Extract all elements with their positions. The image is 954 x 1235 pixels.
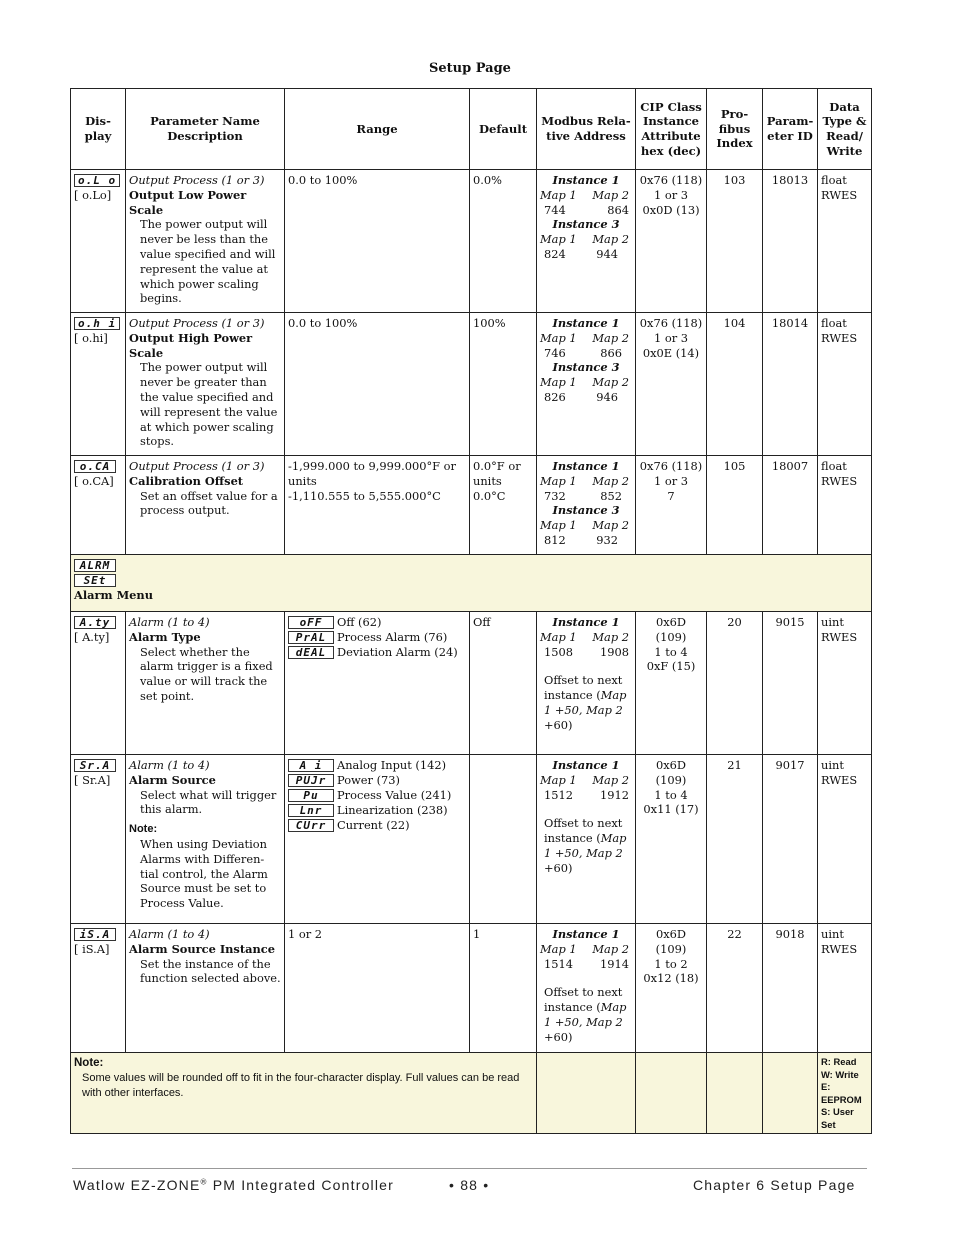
default-value: 0.0% <box>470 170 537 313</box>
cip-class: 0x6D (109) <box>655 615 687 644</box>
header-modbus: Modbus Rela- tive Address <box>537 89 636 170</box>
cip-attribute: 7 <box>667 488 675 503</box>
map-label: Map 2 <box>592 187 629 202</box>
modbus-instance-label: Instance 3 <box>552 360 620 375</box>
modbus-address: 1508 <box>544 644 573 659</box>
modbus-address: 1908 <box>600 644 629 659</box>
footer-product: Watlow EZ-ZONE® PM Integrated Controller <box>73 1177 395 1193</box>
default-value: 0.0°F or units 0.0°C <box>470 456 537 555</box>
default-value: Off <box>470 612 537 755</box>
modbus-instance-label: Instance 1 <box>552 459 620 473</box>
param-description: Select what will trigger this alarm. <box>140 787 277 817</box>
range-option: Current (22) <box>337 818 410 832</box>
modbus-instance-label: Instance 1 <box>552 615 620 629</box>
cip-instance: 1 or 3 <box>653 187 689 202</box>
data-type: float <box>821 316 847 330</box>
range-value: -1,999.000 to 9,999.000°F or units <box>288 459 456 488</box>
modbus-address: 826 <box>544 389 566 404</box>
profibus-index: 20 <box>707 612 763 755</box>
lcd-option-icon: PrAL <box>288 631 334 644</box>
modbus-address: 1914 <box>600 956 629 971</box>
param-context: Output Process (1 or 3) <box>129 173 265 187</box>
cip-attribute: 0xF (15) <box>646 659 696 674</box>
range-option: Power (73) <box>337 773 400 787</box>
modbus-instance-label: Instance 1 <box>552 927 620 941</box>
range-option: Analog Input (142) <box>337 758 447 772</box>
map-label: Map 2 <box>592 473 629 488</box>
header-display: Dis- play <box>71 89 126 170</box>
lcd-display-icon: o.CA <box>74 460 116 473</box>
parameter-id: 9015 <box>763 612 818 755</box>
header-parameter: Parameter Name Description <box>126 89 285 170</box>
lcd-display-icon: o.L o <box>74 174 120 187</box>
cip-instance: 1 to 4 <box>654 644 688 659</box>
modbus-address: 866 <box>600 345 622 360</box>
cip-class: 0x6D (109) <box>655 927 687 956</box>
parameter-table <box>70 88 872 1134</box>
cip-class: 0x76 (118) <box>639 459 703 473</box>
range-option: Linearization (238) <box>337 803 448 817</box>
data-type: uint <box>821 758 844 772</box>
footer-divider <box>72 1168 867 1169</box>
map-label: Map 2 <box>592 629 629 644</box>
table-row <box>71 313 872 456</box>
cip-attribute: 0x11 (17) <box>643 802 699 817</box>
data-type: uint <box>821 615 844 629</box>
modbus-instance-label: Instance 3 <box>552 217 620 232</box>
cip-class: 0x76 (118) <box>639 316 703 330</box>
map-label: Map 1 <box>540 772 577 787</box>
param-context: Alarm (1 to 4) <box>129 758 210 772</box>
modbus-address: 824 <box>544 246 566 261</box>
lcd-option-icon: Pu <box>288 789 334 802</box>
param-name: Calibration Offset <box>129 473 244 488</box>
read-write: RWES <box>821 330 858 345</box>
map-label: Map 1 <box>540 518 577 533</box>
modbus-offset-note: Offset to next instance (Map 1 +50, Map 2 +60) <box>544 816 627 875</box>
range-option: Process Alarm (76) <box>337 630 448 644</box>
range-value: -1,110.555 to 5,555.000°C <box>288 488 441 503</box>
param-description: Select whether the alarm trigger is a fixed value or will track the set point. <box>140 644 273 703</box>
param-description: Set the instance of the function selected above. <box>140 956 281 986</box>
footer-page-number: • 88 • <box>449 1177 490 1193</box>
modbus-address: 1912 <box>600 787 629 802</box>
param-name: Alarm Source Instance <box>129 941 275 956</box>
lcd-menu-icon: ALRM <box>74 559 116 572</box>
table-row <box>71 612 872 755</box>
range-value: 1 or 2 <box>285 924 470 1053</box>
map-label: Map 1 <box>540 232 577 247</box>
header-parameter-id: Param- eter ID <box>763 89 818 170</box>
param-name: Alarm Source <box>129 772 216 787</box>
header-range: Range <box>285 89 470 170</box>
parameter-id: 9018 <box>763 924 818 1053</box>
range-value: 0.0 to 100% <box>285 313 470 456</box>
legend-user-set: S: User Set <box>821 1106 854 1130</box>
display-code: [ Sr.A] <box>74 773 111 787</box>
lcd-option-icon: oFF <box>288 616 334 629</box>
profibus-index: 21 <box>707 755 763 924</box>
page-title: Setup Page <box>429 61 511 76</box>
param-description: The power output will never be greater than the value specified and will represent the value at which power scaling stops. <box>140 360 278 449</box>
modbus-address: 744 <box>544 202 566 217</box>
header-data-type: Data Type & Read/ Write <box>818 89 872 170</box>
param-context: Output Process (1 or 3) <box>129 316 265 330</box>
modbus-address: 1514 <box>544 956 573 971</box>
map-label: Map 1 <box>540 330 577 345</box>
cip-class: 0x76 (118) <box>639 173 703 187</box>
footer-chapter: Chapter 6 Setup Page <box>693 1177 856 1193</box>
modbus-address: 852 <box>600 488 622 503</box>
display-code: [ iS.A] <box>74 942 110 956</box>
data-type: float <box>821 173 847 187</box>
note-text: Some values will be rounded off to fit in the four-character display. Full values can be read with other interfaces. <box>82 1071 520 1099</box>
modbus-address: 932 <box>596 532 618 547</box>
range-option: Process Value (241) <box>337 788 452 802</box>
map-label: Map 1 <box>540 187 577 202</box>
cip-instance: 1 to 4 <box>654 787 688 802</box>
parameter-id: 18013 <box>763 170 818 313</box>
map-label: Map 1 <box>540 629 577 644</box>
cip-attribute: 0x0D (13) <box>642 202 700 217</box>
default-value <box>470 755 537 924</box>
display-code: [ o.hi] <box>74 331 108 345</box>
legend-read: R: Read <box>821 1056 857 1067</box>
legend-write: W: Write <box>821 1068 859 1080</box>
default-value: 1 <box>470 924 537 1053</box>
note-label: Note: <box>74 1057 104 1069</box>
display-code: [ o.Lo] <box>74 188 112 202</box>
header-profibus: Pro- fibus Index <box>707 89 763 170</box>
read-write: RWES <box>821 473 858 488</box>
table-row <box>71 755 872 924</box>
header-row <box>71 89 872 170</box>
lcd-option-icon: A i <box>288 759 334 772</box>
display-code: [ A.ty] <box>74 630 110 644</box>
data-type: float <box>821 459 847 473</box>
lcd-display-icon: Sr.A <box>74 759 116 772</box>
table-row <box>71 170 872 313</box>
parameter-id: 18014 <box>763 313 818 456</box>
cip-instance: 1 to 2 <box>654 956 688 971</box>
modbus-offset-note: Offset to next instance (Map 1 +50, Map 2 +60) <box>544 673 627 732</box>
map-label: Map 2 <box>592 375 629 390</box>
map-label: Map 1 <box>540 941 577 956</box>
cip-class: 0x6D (109) <box>655 758 687 787</box>
profibus-index: 105 <box>707 456 763 555</box>
header-default: Default <box>470 89 537 170</box>
lcd-display-icon: iS.A <box>74 928 116 941</box>
modbus-instance-label: Instance 1 <box>552 316 620 330</box>
read-write: RWES <box>821 772 858 787</box>
lcd-option-icon: PUJr <box>288 774 334 787</box>
profibus-index: 22 <box>707 924 763 1053</box>
note-row <box>71 1053 872 1134</box>
modbus-address: 944 <box>596 246 618 261</box>
profibus-index: 104 <box>707 313 763 456</box>
map-label: Map 2 <box>592 330 629 345</box>
modbus-address: 812 <box>544 532 566 547</box>
param-note: When using Deviation Alarms with Differen- tial control, the Alarm Source must be set to Process Value. <box>140 836 268 911</box>
map-label: Map 2 <box>592 941 629 956</box>
range-option: Deviation Alarm (24) <box>337 645 458 659</box>
menu-category-row <box>71 555 872 612</box>
param-name: Output Low Power Scale <box>129 187 247 217</box>
read-write: RWES <box>821 187 858 202</box>
read-write: RWES <box>821 941 858 956</box>
lcd-display-icon: o.h i <box>74 317 120 330</box>
profibus-index: 103 <box>707 170 763 313</box>
lcd-option-icon: Lnr <box>288 804 334 817</box>
map-label: Map 2 <box>592 772 629 787</box>
data-type: uint <box>821 927 844 941</box>
map-label: Map 1 <box>540 375 577 390</box>
modbus-instance-label: Instance 3 <box>552 503 620 518</box>
range-option: Off (62) <box>337 615 382 629</box>
table-row <box>71 924 872 1053</box>
parameter-id: 18007 <box>763 456 818 555</box>
param-context: Alarm (1 to 4) <box>129 927 210 941</box>
cip-attribute: 0x12 (18) <box>643 971 699 986</box>
param-context: Alarm (1 to 4) <box>129 615 210 629</box>
modbus-address: 746 <box>544 345 566 360</box>
modbus-instance-label: Instance 1 <box>552 758 620 772</box>
display-code: [ o.CA] <box>74 474 114 488</box>
legend-eeprom: E: EEPROM <box>821 1081 862 1105</box>
read-write: RWES <box>821 629 858 644</box>
modbus-address: 732 <box>544 488 566 503</box>
cip-instance: 1 or 3 <box>653 330 689 345</box>
param-description: Set an offset value for a process output. <box>140 488 278 518</box>
param-context: Output Process (1 or 3) <box>129 459 265 473</box>
map-label: Map 1 <box>540 473 577 488</box>
lcd-option-icon: CUrr <box>288 819 334 832</box>
range-value: 0.0 to 100% <box>285 170 470 313</box>
cip-instance: 1 or 3 <box>653 473 689 488</box>
modbus-instance-label: Instance 1 <box>552 173 620 187</box>
param-name: Alarm Type <box>129 629 201 644</box>
header-cip: CIP Class Instance Attribute hex (dec) <box>636 89 707 170</box>
modbus-address: 946 <box>596 389 618 404</box>
modbus-offset-note: Offset to next instance (Map 1 +50, Map 2 +60) <box>544 985 627 1044</box>
default-value: 100% <box>470 313 537 456</box>
map-label: Map 2 <box>592 518 629 533</box>
note-label: Note: <box>129 823 158 836</box>
lcd-option-icon: dEAL <box>288 646 334 659</box>
modbus-address: 864 <box>607 202 629 217</box>
lcd-menu-icon: SEt <box>74 574 116 587</box>
modbus-address: 1512 <box>544 787 573 802</box>
param-name: Output High Power Scale <box>129 330 253 360</box>
menu-label: Alarm Menu <box>74 588 153 602</box>
table-row <box>71 456 872 555</box>
cip-attribute: 0x0E (14) <box>642 345 700 360</box>
map-label: Map 2 <box>592 232 629 247</box>
lcd-display-icon: A.ty <box>74 616 116 629</box>
param-description: The power output will never be less than the value specified and will represent the value at which power scaling begins. <box>140 217 276 306</box>
parameter-id: 9017 <box>763 755 818 924</box>
